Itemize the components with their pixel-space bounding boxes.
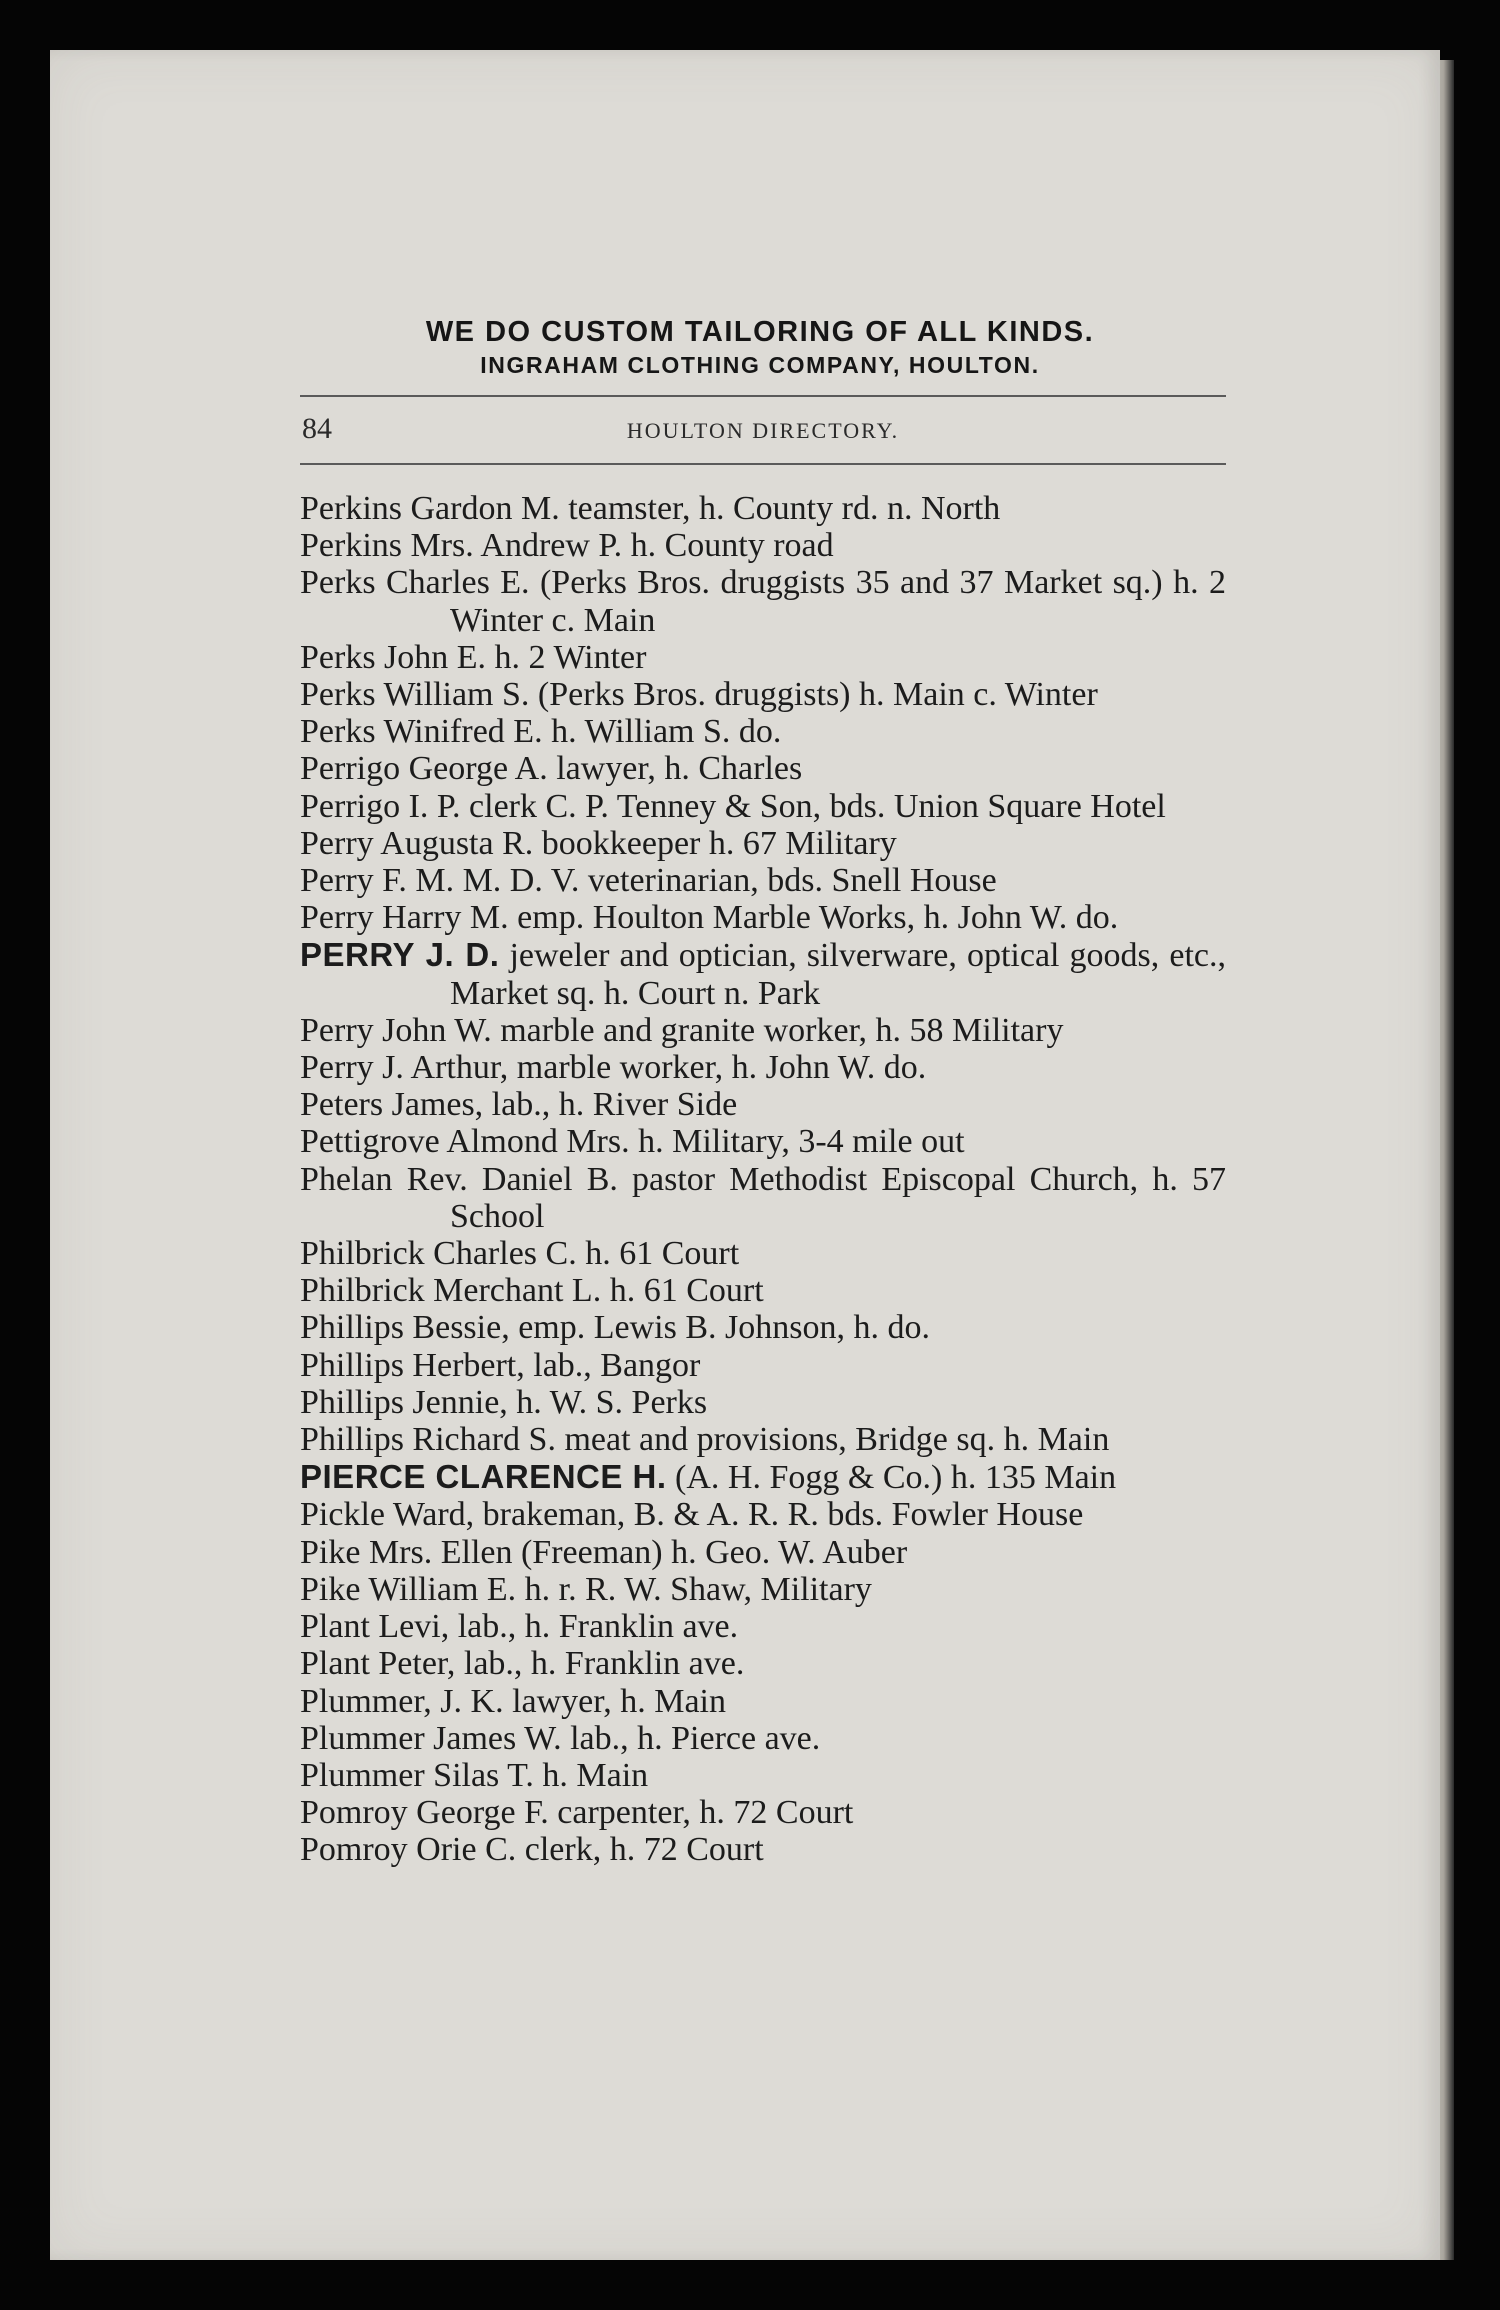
directory-entry [300,639,1226,676]
directory-entry [300,1161,1226,1235]
directory-entry [300,1347,1226,1384]
directory-entry [300,1534,1226,1571]
entry-text: Phillips Richard S. meat and provisions, Bridge sq. h. Main [300,1421,1110,1459]
entry-text: Perry John W. marble and granite worker, h. 58 Military [300,1011,1064,1049]
directory-entry [300,1608,1226,1645]
directory-entry [300,1645,1226,1682]
advertiser-name: PERRY J. D. [300,936,500,974]
entry-text: Perks Charles E. (Perks Bros. druggists 35 and 37 Market sq.) h. 2 Winter c. Main [300,564,1226,639]
entry-text: Plant Peter, lab., h. Franklin ave. [300,1645,745,1683]
directory-entry [300,1757,1226,1794]
directory-entry [300,1309,1226,1346]
directory-entry [300,1683,1226,1720]
entry-text: Perry J. Arthur, marble worker, h. John W. do. [300,1049,927,1087]
entry-text: Pettigrove Almond Mrs. h. Military, 3-4 mile out [300,1123,965,1161]
entry-text: jeweler and optician, silverware, optical goods, etc., Market sq. h. Court n. Park [450,937,1226,1012]
entry-text: Perrigo I. P. clerk C. P. Tenney & Son, bds. Union Square Hotel [300,787,1166,825]
directory-entry [300,1272,1226,1309]
entry-text: Pike William E. h. r. R. W. Shaw, Military [300,1570,872,1608]
directory-entry [300,899,1226,936]
entry-text: Phillips Jennie, h. W. S. Perks [300,1383,708,1421]
advertisement-header [300,314,1220,380]
entry-text: Plummer Silas T. h. Main [300,1756,649,1794]
header-rule-top [300,395,1226,397]
directory-entry [300,1384,1226,1421]
directory-entry [300,1571,1226,1608]
entry-text: Phillips Bessie, emp. Lewis B. Johnson, h. do. [300,1309,930,1347]
entry-text: Pike Mrs. Ellen (Freeman) h. Geo. W. Auber [300,1533,908,1571]
directory-entry [300,1720,1226,1757]
entry-text: Pomroy Orie C. clerk, h. 72 Court [300,1831,764,1869]
directory-entry [300,1086,1226,1123]
entry-text: Pomroy George F. carpenter, h. 72 Court [300,1794,854,1832]
entry-text: Perry Harry M. emp. Houlton Marble Works, h. John W. do. [300,899,1119,937]
directory-entry [300,750,1226,787]
entry-text: Phelan Rev. Daniel B. pastor Methodist Episcopal Church, h. 57 School [300,1160,1226,1235]
entry-text: Peters James, lab., h. River Side [300,1086,738,1124]
entry-text: (A. H. Fogg & Co.) h. 135 Main [666,1459,1117,1497]
directory-entry [300,1049,1226,1086]
directory-entry [300,1458,1226,1496]
entry-text: Perkins Gardon M. teamster, h. County rd. n. North [300,490,1001,527]
entry-text: Perkins Mrs. Andrew P. h. County road [300,527,834,565]
directory-entry [300,713,1226,750]
entry-text: Perks Winifred E. h. William S. do. [300,713,782,751]
directory-entry [300,788,1226,825]
entry-text: Perry F. M. M. D. V. veterinarian, bds. Snell House [300,862,997,900]
entry-text: Plummer, J. K. lawyer, h. Main [300,1682,726,1720]
directory-entry [300,1123,1226,1160]
entry-text: Philbrick Charles C. h. 61 Court [300,1235,740,1273]
running-head: HOULTON DIRECTORY. [626,418,900,443]
entry-text: Perks John E. h. 2 Winter [300,638,647,676]
directory-entry [300,936,1226,1011]
directory-entry [300,825,1226,862]
entry-text: Plant Levi, lab., h. Franklin ave. [300,1608,739,1646]
page-number: 84 [302,412,332,445]
directory-entry [300,1496,1226,1533]
directory-entry [300,1831,1226,1868]
directory-entries [300,490,1226,1869]
directory-entry [300,862,1226,899]
directory-entry [300,564,1226,638]
ad-headline: WE DO CUSTOM TAILORING OF ALL KINDS. [425,316,1095,348]
header-rule-bottom [300,463,1226,465]
directory-entry [300,1012,1226,1049]
entry-text: Phillips Herbert, lab., Bangor [300,1346,701,1384]
entry-text: Plummer James W. lab., h. Pierce ave. [300,1719,821,1757]
ad-company-line: INGRAHAM CLOTHING COMPANY, HOULTON. [480,352,1040,378]
directory-entry [300,1235,1226,1272]
entry-text: Philbrick Merchant L. h. 61 Court [300,1272,764,1310]
directory-entry [300,676,1226,713]
entry-text: Perry Augusta R. bookkeeper h. 67 Military [300,824,897,862]
directory-entry [300,1794,1226,1831]
directory-entry [300,1421,1226,1458]
entry-text: Perrigo George A. lawyer, h. Charles [300,750,803,788]
directory-entry [300,527,1226,564]
directory-entry [300,490,1226,527]
advertiser-name: PIERCE CLARENCE H. [300,1458,667,1496]
entry-text: Perks William S. (Perks Bros. druggists) h. Main c. Winter [300,676,1098,714]
entry-text: Pickle Ward, brakeman, B. & A. R. R. bds. Fowler House [300,1496,1084,1534]
